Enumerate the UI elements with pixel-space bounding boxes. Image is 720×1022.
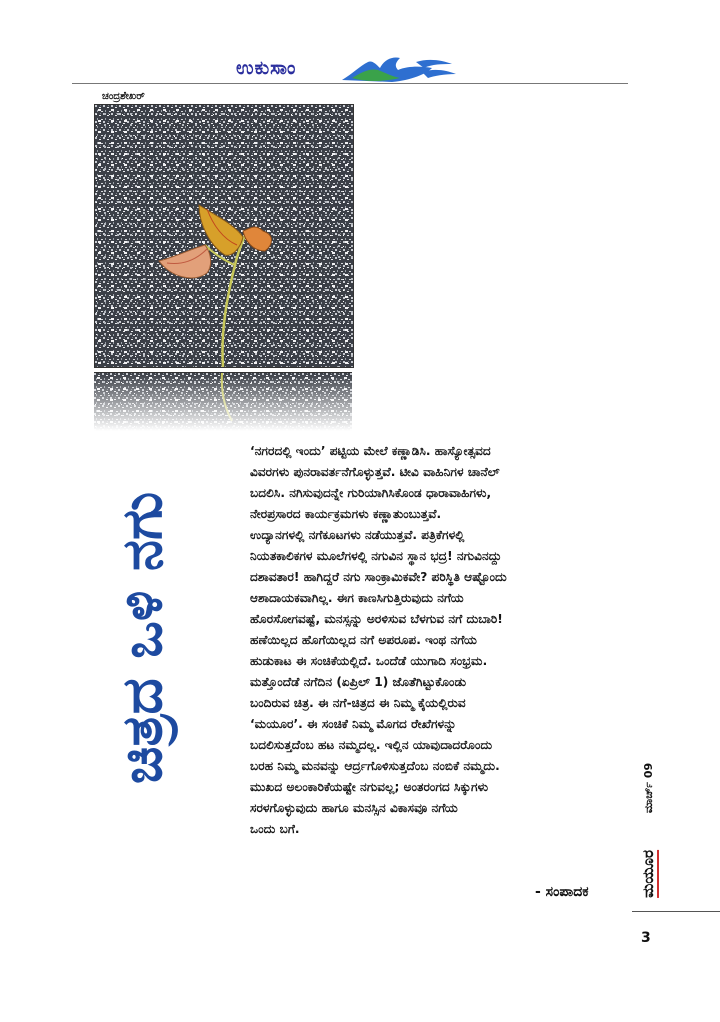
body-line: ಮತ್ತೊಂದೆಡೆ ನಗೆದಿನ (ಏಪ್ರಿಲ್ 1) ಜೊತೆಗಿಟ್ಟುಕೊಂಡು [250,675,467,689]
body-line: ಬದಲಿಸಿ. ನಗಿಸುವುದನ್ನೇ ಗುರಿಯಾಗಿಸಿಕೊಂಡ ಧಾರಾವಾಹಿಗಳು, [250,486,492,500]
magazine-name: ಮಯೂರ [639,850,657,898]
issue-date: ಮಾರ್ಚ್ 09 [642,762,655,814]
article-photo [94,104,354,368]
page-number: 3 [641,930,651,946]
body-line: ಸರಳಗೊಳ್ಳುವುದು ಹಾಗೂ ಮನಸ್ಸಿನ ವಿಕಾಸವೂ ನಗೆಯ [250,801,458,815]
side-magazine-label [638,740,660,910]
body-line: ‘ಮಯೂರ’. ಈ ಸಂಚಿಕೆ ನಿಮ್ಮ ಮೊಗದ ರೇಖೆಗಳನ್ನು [250,717,457,731]
photo-credit: ಚಂದ್ರಶೇಖರ್ [102,91,145,102]
reflection-texture [94,373,352,431]
magazine-logo-text: ಉಕುಸಾಂ [236,57,297,79]
body-line: ದಶಾವತಾರ! ಹಾಗಿದ್ದರೆ ನಗು ಸಾಂಕ್ರಾಮಿಕವೇ? ಪರಿಸ್ಥಿತಿ ಆಷ್ಟೊಂದು [250,570,507,584]
article-title [88,438,198,838]
body-line: ಮುಖದ ಅಲಂಕಾರಿಕೆಯಷ್ಟೇ ನಗುವಲ್ಲ; ಅಂತರಂಗದ ಸಿಕ್ಕುಗಳು [250,780,489,794]
body-line: ಬಂದಿರುವ ಚಿತ್ರ. ಈ ನಗೆ-ಚಿತ್ರದ ಈ ನಿಮ್ಮ ಕೈಯಲ್ಲಿರುವ [250,696,466,710]
body-line: ಹುಡುಕಾಟ ಈ ಸಂಚಿಕೆಯಲ್ಲಿದೆ. ಒಂದೆಡೆ ಯುಗಾದಿ ಸಂಭ್ರಮ. [250,654,488,668]
editor-signature: - ಸಂಪಾದಕ [535,884,589,900]
body-line: ವಿವರಗಳು ಪುನರಾವರ್ತನೆಗೊಳ್ಳುತ್ತವೆ. ಟೀವಿ ವಾಹಿನಿಗಳ ಚಾನೆಲ್ [250,465,500,479]
body-line: ಬದಲಿಸುತ್ತದೆಂಬ ಹಟ ನಮ್ಮದಲ್ಲ. ಇಲ್ಲಿನ ಯಾವುದಾದರೊಂದು [250,738,493,752]
body-line: ಒಂದು ಬಗೆ. [250,822,300,836]
body-line: ಹೊರಸೋಗವಷ್ಟೆ, ಮನಸ್ಸನ್ನು ಅರಳಿಸುವ ಬೆಳಗುವ ನಗೆ ದುಬಾರಿ! [250,612,503,626]
body-line: ನೇರಪ್ರಸಾರದ ಕಾರ್ಯಕ್ರಮಗಳು ಕಣ್ಣಾತುಂಬುತ್ತವೆ. [250,507,442,521]
body-line: ಬರಹ ನಿಮ್ಮ ಮನವನ್ನು ಆರ್ದ್ರಗೊಳಿಸುತ್ತದೆಂಬ ನಂಬಿಕೆ ನಮ್ಮದು. [250,759,500,773]
body-line: ಹಣೆಯಿಲ್ಲದ ಹೊಗೆಯಿಲ್ಲದ ನಗೆ ಅಪರೂಪ. ಇಂಥ ನಗೆಯ [250,633,478,647]
body-line: ಉದ್ಯಾನಗಳಲ್ಲಿ ನಗೆಕೂಟಗಳು ನಡೆಯುತ್ತವೆ. ಪತ್ರಿಕೆಗಳಲ್ಲಿ [250,528,465,542]
article-title-text: ಚಿತ್ರದ ಒಳಿ ನಗು [110,491,175,785]
body-line: ‘ನಗರದಲ್ಲಿ ಇಂದು’ ಪಟ್ಟಿಯ ಮೇಲೆ ಕಣ್ಣಾಡಿಸಿ. ಹಾಸ್ಯೋತ್ಸವದ [250,444,491,458]
photo-reflection [94,372,352,431]
body-line: ನಿಯತಕಾಲಿಕಗಳ ಮೂಲೆಗಳಲ್ಲಿ ನಗುವಿನ ಸ್ಥಾನ ಭದ್ರ! ನಗುವಿನದ್ದು [250,549,502,563]
footer-divider [632,911,720,912]
header-divider [72,83,628,84]
body-line: ಆಶಾದಾಯಕವಾಗಿಲ್ಲ. ಈಗ ಕಾಣಸಿಗುತ್ತಿರುವುದು ನಗೆಯ [250,591,464,605]
leaf-sprig-icon [95,105,353,367]
article-body [250,441,635,840]
